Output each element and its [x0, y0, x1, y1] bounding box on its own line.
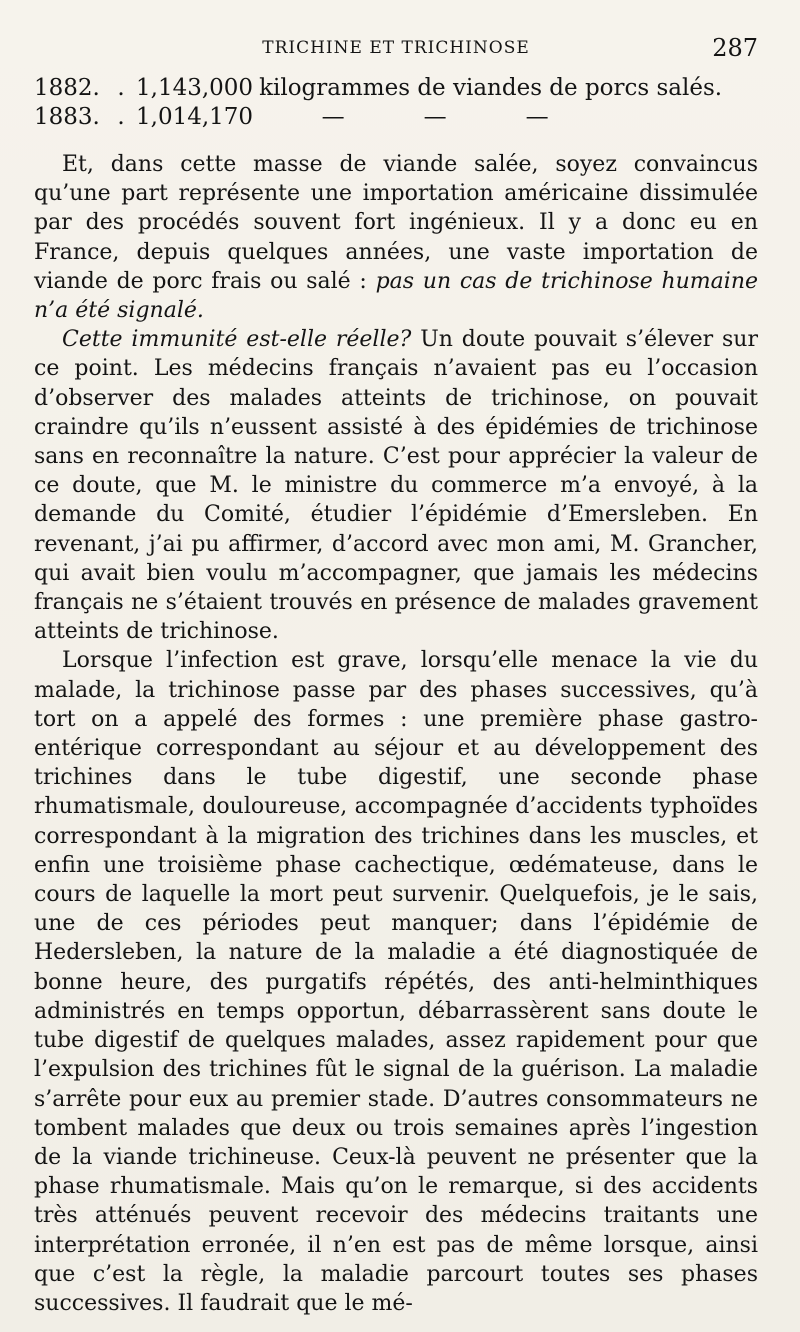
- stat-leader-dot: .: [117, 104, 125, 130]
- paragraph-2: [34, 325, 758, 646]
- stat-unit: kilogrammes de viandes de porcs salés.: [259, 75, 723, 101]
- paragraph-2-text: Un doute pouvait s’élever sur ce point. Les médecins français n’avaient pas eu l’occasion d’observer des malades atteints de trichinose, on pouvait craindre qu’ils n’eussent assisté à des épidémies de trichinose sans en reconnaître la nature. C’est pour apprécier la valeur de ce doute, que M. le ministre du commerce m’a envoyé, à la demande du Comité, étudier l’épidémie d’Emersleben. En revenant, j’ai pu affirmer, d’accord avec mon ami, M. Grancher, qui avait bien voulu m’accompagner, que jamais les médecins français ne s’étaient trouvés en présence de malades gravement atteints de trichinose.: [34, 327, 758, 645]
- stat-leader-dot: .: [117, 75, 125, 101]
- paragraph-3: Lorsque l’infection est grave, lorsqu’elle menace la vie du malade, la trichinose passe par des phases successives, qu’à tort on a appelé des formes : une première phase gastro-entérique correspondant au séjour et au développement des trichines dans le tube digestif, une seconde phase rhumatismale, douloureuse, accompagnée d’accidents typhoïdes correspondant à la migration des trichines dans les muscles, et enfin une troisième phase cachectique, œdémateuse, dans le cours de laquelle la mort peut survenir. Quelquefois, je le sais, une de ces périodes peut manquer; dans l’épidémie de Hedersleben, la nature de la maladie a été diagnostiquée de bonne heure, des purgatifs répétés, des anti-helminthiques administrés en temps opportun, débarrassèrent sans doute le tube digestif de quelques malades, assez rapidement pour que l’expulsion des trichines fût le signal de la guérison. La maladie s’arrête pour eux au premier stade. D’autres consommateurs ne tombent malades que deux ou trois semaines après l’ingestion de la viande trichineuse. Ceux-là peuvent ne présenter que la phase rhumatismale. Mais qu’on le remarque, si des accidents très atténués peuvent recevoir des médecins traitants une interprétation erronée, il n’en est pas de même lorsque, ainsi que c’est la règle, la maladie parcourt toutes ses phases successives. Il faudrait que le mé-: [34, 648, 758, 1316]
- paragraph-1: [34, 150, 758, 325]
- paragraph-1-italic: pas un cas de trichinose humaine n’a été signalé.: [34, 268, 759, 324]
- paragraph-1-text: Et, dans cette masse de viande salée, soyez convaincus qu’une part représente une importation américaine dissimulée par des procédés souvent fort ingénieux. Il y a donc eu en France, depuis quelques années, une vaste importation de viande de porc frais ou salé :: [34, 152, 758, 294]
- ditto-dash: —: [321, 104, 345, 130]
- stat-row-1883: [34, 103, 758, 132]
- page-number: 287: [712, 34, 758, 62]
- body-text: [34, 150, 758, 1318]
- ditto-dash: —: [423, 104, 447, 130]
- ditto-dash: —: [525, 104, 549, 130]
- running-title: TRICHINE ET TRICHINOSE: [262, 38, 530, 58]
- stat-year: 1883.: [34, 104, 100, 130]
- page-header: [34, 34, 758, 74]
- stat-value: 1,014,170: [136, 104, 254, 130]
- statistics-block: [34, 74, 758, 132]
- stat-year: 1882.: [34, 75, 100, 101]
- paragraph-2-italic: Cette immunité est-elle réelle?: [62, 327, 412, 353]
- stat-row-1882: [34, 74, 758, 103]
- stat-value: 1,143,000: [136, 75, 254, 101]
